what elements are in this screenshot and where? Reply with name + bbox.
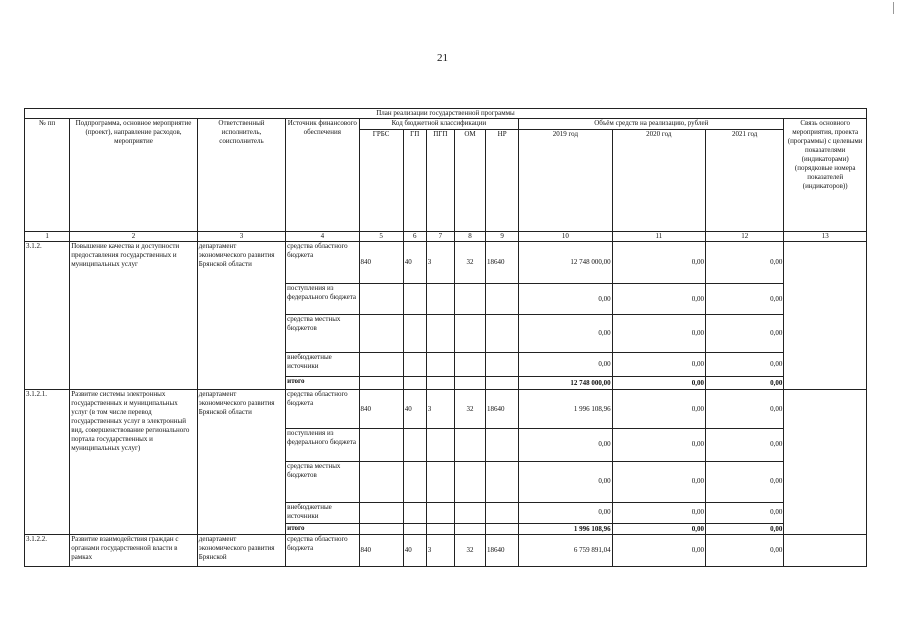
amount-2021: 0,00 [706, 284, 784, 314]
amount-2021: 0,00 [706, 462, 784, 503]
amount-2021: 0,00 [706, 353, 784, 377]
amount-2020: 0,00 [612, 314, 705, 352]
amount-2021: 0,00 [706, 241, 784, 284]
om-cell: 32 [454, 241, 485, 284]
column-number: 2 [70, 231, 198, 241]
item-executor: департамент экономического развития Брянской [197, 534, 285, 566]
amount-2019: 0,00 [519, 314, 612, 352]
nr-cell [486, 524, 519, 534]
column-number: 9 [486, 231, 519, 241]
pgp-cell [426, 462, 454, 503]
header-executor: Ответственный исполнитель, соисполнитель [197, 119, 285, 231]
column-number: 8 [454, 231, 485, 241]
om-cell: 32 [454, 534, 485, 566]
pgp-cell [426, 376, 454, 390]
source-cell: средства местных бюджетов [286, 314, 359, 352]
om-cell [454, 524, 485, 534]
amount-2019: 0,00 [519, 284, 612, 314]
source-cell: итого [286, 524, 359, 534]
grbs-cell [359, 284, 403, 314]
pgp-cell [426, 428, 454, 461]
om-cell [454, 502, 485, 524]
pgp-cell [426, 502, 454, 524]
grbs-cell: 840 [359, 241, 403, 284]
om-cell [454, 428, 485, 461]
amount-2020: 0,00 [612, 534, 705, 566]
column-numbers-row [25, 231, 867, 241]
header-row-1 [25, 119, 867, 129]
nr-cell [486, 502, 519, 524]
header-nr: НР [486, 129, 519, 231]
gp-cell [403, 353, 426, 377]
item-num: 3.1.2.1. [25, 390, 70, 534]
om-cell [454, 462, 485, 503]
header-2020: 2020 год [612, 129, 705, 231]
gp-cell: 40 [403, 534, 426, 566]
grbs-cell [359, 502, 403, 524]
indicator-link-cell [784, 390, 867, 534]
header-budget-code: Код бюджетной классификации [359, 119, 519, 129]
page-number: 21 [437, 52, 448, 64]
indicator-link-cell [784, 534, 867, 566]
om-cell: 32 [454, 390, 485, 428]
amount-2020: 0,00 [612, 390, 705, 428]
nr-cell [486, 284, 519, 314]
item-executor: департамент экономического развития Брянской области [197, 241, 285, 389]
amount-2019: 12 748 000,00 [519, 241, 612, 284]
amount-2020: 0,00 [612, 241, 705, 284]
table-title: План реализации государственной программы [25, 109, 867, 119]
header-num: № пп [25, 119, 70, 231]
om-cell [454, 376, 485, 390]
column-number: 7 [426, 231, 454, 241]
source-cell: средства областного бюджета [286, 534, 359, 566]
column-number: 4 [286, 231, 359, 241]
table-title-row [25, 109, 867, 119]
column-number: 1 [25, 231, 70, 241]
grbs-cell [359, 428, 403, 461]
header-volume: Объём средств на реализацию, рублей [519, 119, 784, 129]
amount-2021: 0,00 [706, 390, 784, 428]
header-om: ОМ [454, 129, 485, 231]
header-gp: ГП [403, 129, 426, 231]
header-2021: 2021 год [706, 129, 784, 231]
amount-2019: 0,00 [519, 462, 612, 503]
amount-2020: 0,00 [612, 284, 705, 314]
grbs-cell [359, 462, 403, 503]
column-number: 10 [519, 231, 612, 241]
grbs-cell: 840 [359, 390, 403, 428]
column-number: 12 [706, 231, 784, 241]
amount-2019: 0,00 [519, 502, 612, 524]
total-2020: 0,00 [612, 376, 705, 390]
item-num: 3.1.2. [25, 241, 70, 389]
column-number: 5 [359, 231, 403, 241]
total-2021: 0,00 [706, 524, 784, 534]
total-2019: 1 996 108,96 [519, 524, 612, 534]
header-grbs: ГРБС [359, 129, 403, 231]
header-2019: 2019 год [519, 129, 612, 231]
amount-2019: 0,00 [519, 353, 612, 377]
program-plan-table [24, 108, 867, 567]
header-pgp: ПГП [426, 129, 454, 231]
item-executor: департамент экономического развития Брянской области [197, 390, 285, 534]
pgp-cell [426, 284, 454, 314]
amount-2021: 0,00 [706, 534, 784, 566]
amount-2019: 6 759 891,04 [519, 534, 612, 566]
indicator-link-cell [784, 241, 867, 389]
item-name: Повышение качества и доступности предоставления государственных и муниципальных услуг [70, 241, 198, 389]
column-number: 13 [784, 231, 867, 241]
om-cell [454, 314, 485, 352]
column-number: 3 [197, 231, 285, 241]
amount-2020: 0,00 [612, 462, 705, 503]
pgp-cell: 3 [426, 241, 454, 284]
table-row [25, 241, 867, 284]
grbs-cell: 840 [359, 534, 403, 566]
grbs-cell [359, 353, 403, 377]
amount-2020: 0,00 [612, 502, 705, 524]
item-num: 3.1.2.2. [25, 534, 70, 566]
pgp-cell [426, 353, 454, 377]
header-name: Подпрограмма, основное мероприятие (проект), направление расходов, мероприятие [70, 119, 198, 231]
pgp-cell: 3 [426, 390, 454, 428]
source-cell: поступления из федерального бюджета [286, 428, 359, 461]
source-cell: средства областного бюджета [286, 390, 359, 428]
total-2020: 0,00 [612, 524, 705, 534]
column-number: 11 [612, 231, 705, 241]
scan-edge-mark [893, 2, 894, 14]
gp-cell [403, 502, 426, 524]
pgp-cell: 3 [426, 534, 454, 566]
header-source: Источник финансового обеспечения [286, 119, 359, 231]
table-row [25, 534, 867, 566]
source-cell: средства областного бюджета [286, 241, 359, 284]
amount-2020: 0,00 [612, 353, 705, 377]
amount-2021: 0,00 [706, 314, 784, 352]
total-2019: 12 748 000,00 [519, 376, 612, 390]
nr-cell: 18640 [486, 241, 519, 284]
pgp-cell [426, 524, 454, 534]
om-cell [454, 353, 485, 377]
gp-cell [403, 428, 426, 461]
nr-cell [486, 353, 519, 377]
amount-2019: 0,00 [519, 428, 612, 461]
gp-cell [403, 314, 426, 352]
amount-2019: 1 996 108,96 [519, 390, 612, 428]
total-2021: 0,00 [706, 376, 784, 390]
nr-cell: 18640 [486, 390, 519, 428]
table-row [25, 390, 867, 428]
source-cell: внебюджетные источники [286, 502, 359, 524]
om-cell [454, 284, 485, 314]
source-cell: средства местных бюджетов [286, 462, 359, 503]
item-name: Развитие взаимодействия граждан с органами государственной власти в рамках [70, 534, 198, 566]
source-cell: поступления из федерального бюджета [286, 284, 359, 314]
nr-cell [486, 314, 519, 352]
grbs-cell [359, 314, 403, 352]
gp-cell [403, 462, 426, 503]
nr-cell: 18640 [486, 534, 519, 566]
grbs-cell [359, 376, 403, 390]
gp-cell [403, 524, 426, 534]
amount-2021: 0,00 [706, 428, 784, 461]
pgp-cell [426, 314, 454, 352]
amount-2021: 0,00 [706, 502, 784, 524]
gp-cell: 40 [403, 390, 426, 428]
header-link: Связь основного мероприятия, проекта (программы) с целевыми показателями (индикаторами) (порядковые номера показателей (индикаторов)) [784, 119, 867, 231]
amount-2020: 0,00 [612, 428, 705, 461]
gp-cell [403, 284, 426, 314]
source-cell: итого [286, 376, 359, 390]
item-name: Развитие системы электронных государственных и муниципальных услуг (в том числе перевод государственных услуг в электронный вид, совершенствование регионального портала государственных и муниципальных услуг) [70, 390, 198, 534]
gp-cell [403, 376, 426, 390]
column-number: 6 [403, 231, 426, 241]
source-cell: внебюджетные источники [286, 353, 359, 377]
grbs-cell [359, 524, 403, 534]
gp-cell: 40 [403, 241, 426, 284]
nr-cell [486, 376, 519, 390]
nr-cell [486, 428, 519, 461]
nr-cell [486, 462, 519, 503]
